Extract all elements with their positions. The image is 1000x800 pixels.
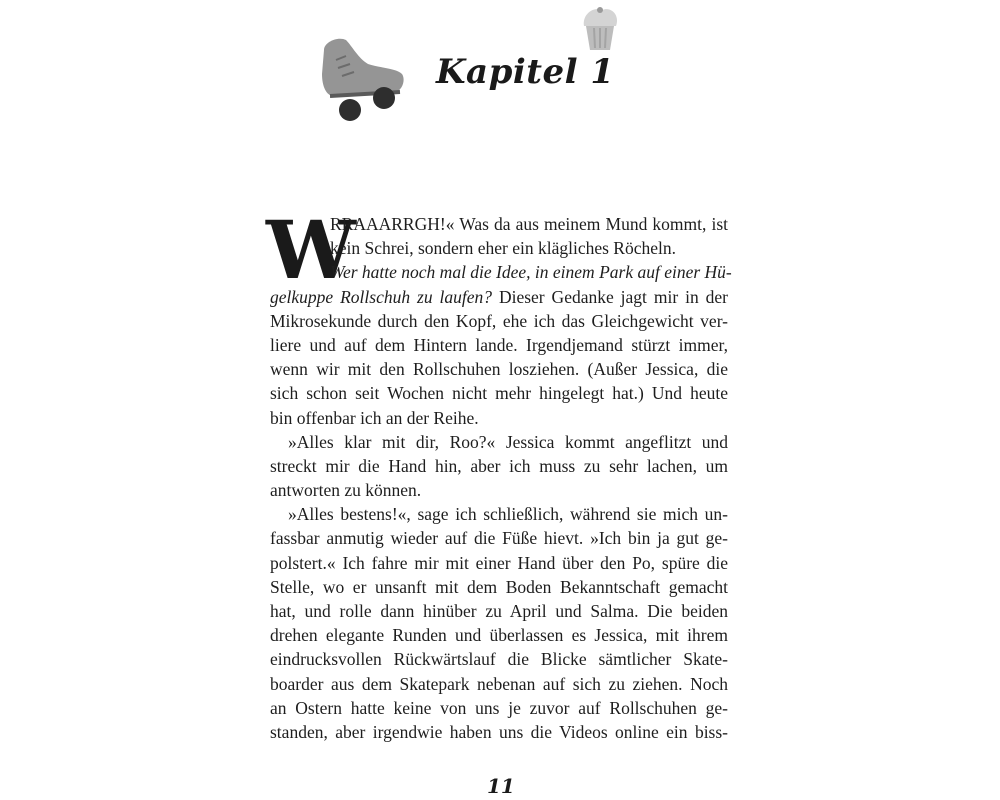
text-line: bin offenbar ich an der Reihe. (270, 407, 479, 428)
text-line: »Alles klar mit dir, Roo?« Jessica kommt angeflitzt und (288, 431, 728, 452)
text-line: RRAAARRGH!« Was da aus meinem Mund kommt, ist (330, 214, 728, 234)
text-line: antworten zu können. (270, 480, 422, 501)
text-line: gelkuppe Rollschuh zu laufen? Dieser Gedanke jagt mir in der (270, 286, 728, 307)
text-line: drehen elegante Runden und überlassen es Jessica, mit ihrem (270, 625, 728, 646)
roller-skate-icon (316, 30, 408, 126)
text-line: kein Schrei, sondern eher ein klägliches Röcheln. (330, 238, 677, 259)
text-line: Wer hatte noch mal die Idee, in einem Park auf einer Hü- (330, 262, 732, 283)
text-line: streckt mir die Hand hin, aber ich muss zu sehr lachen, um (270, 455, 728, 476)
text-line: standen, aber irgendwie haben uns die Videos online ein biss- (270, 721, 728, 742)
text-line: hat, und rolle dann hinüber zu April und Salma. Die beiden (270, 601, 728, 621)
text-line: liere und auf dem Hintern lande. Irgendjemand stürzt immer, (270, 334, 728, 355)
text-line: »Alles bestens!«, sage ich schließlich, während sie mich un- (288, 504, 728, 525)
cupcake-icon (578, 4, 622, 54)
text-line: fassbar anmutig wieder auf die Füße hievt. »Ich bin ja gut ge- (270, 528, 728, 549)
text-line: sich schon seit Wochen nicht mehr hingelegt hat.) Und heute (270, 383, 728, 404)
text-line: wenn wir mit den Rollschuhen losziehen. (Außer Jessica, die (270, 359, 728, 380)
text-line: Mikrosekunde durch den Kopf, ehe ich das Gleichgewicht ver- (270, 310, 728, 331)
text-line: boarder aus dem Skatepark nebenan auf sich zu ziehen. Noch (270, 673, 728, 694)
text-line: eindrucksvollen Rückwärtslauf die Blicke sämtlicher Skate- (270, 649, 728, 670)
text-line: an Ostern hatte keine von uns je zuvor auf Rollschuhen ge- (270, 697, 728, 718)
dropcap-letter: W (266, 203, 356, 297)
page-number: 11 (487, 774, 515, 798)
body-text (270, 212, 732, 744)
text-line: polstert.« Ich fahre mir mit einer Hand über den Po, spüre die (270, 552, 728, 573)
chapter-title: Kapitel 1 (436, 52, 615, 92)
text-line: Stelle, wo er unsanft mit dem Boden Bekanntschaft gemacht (270, 576, 728, 597)
